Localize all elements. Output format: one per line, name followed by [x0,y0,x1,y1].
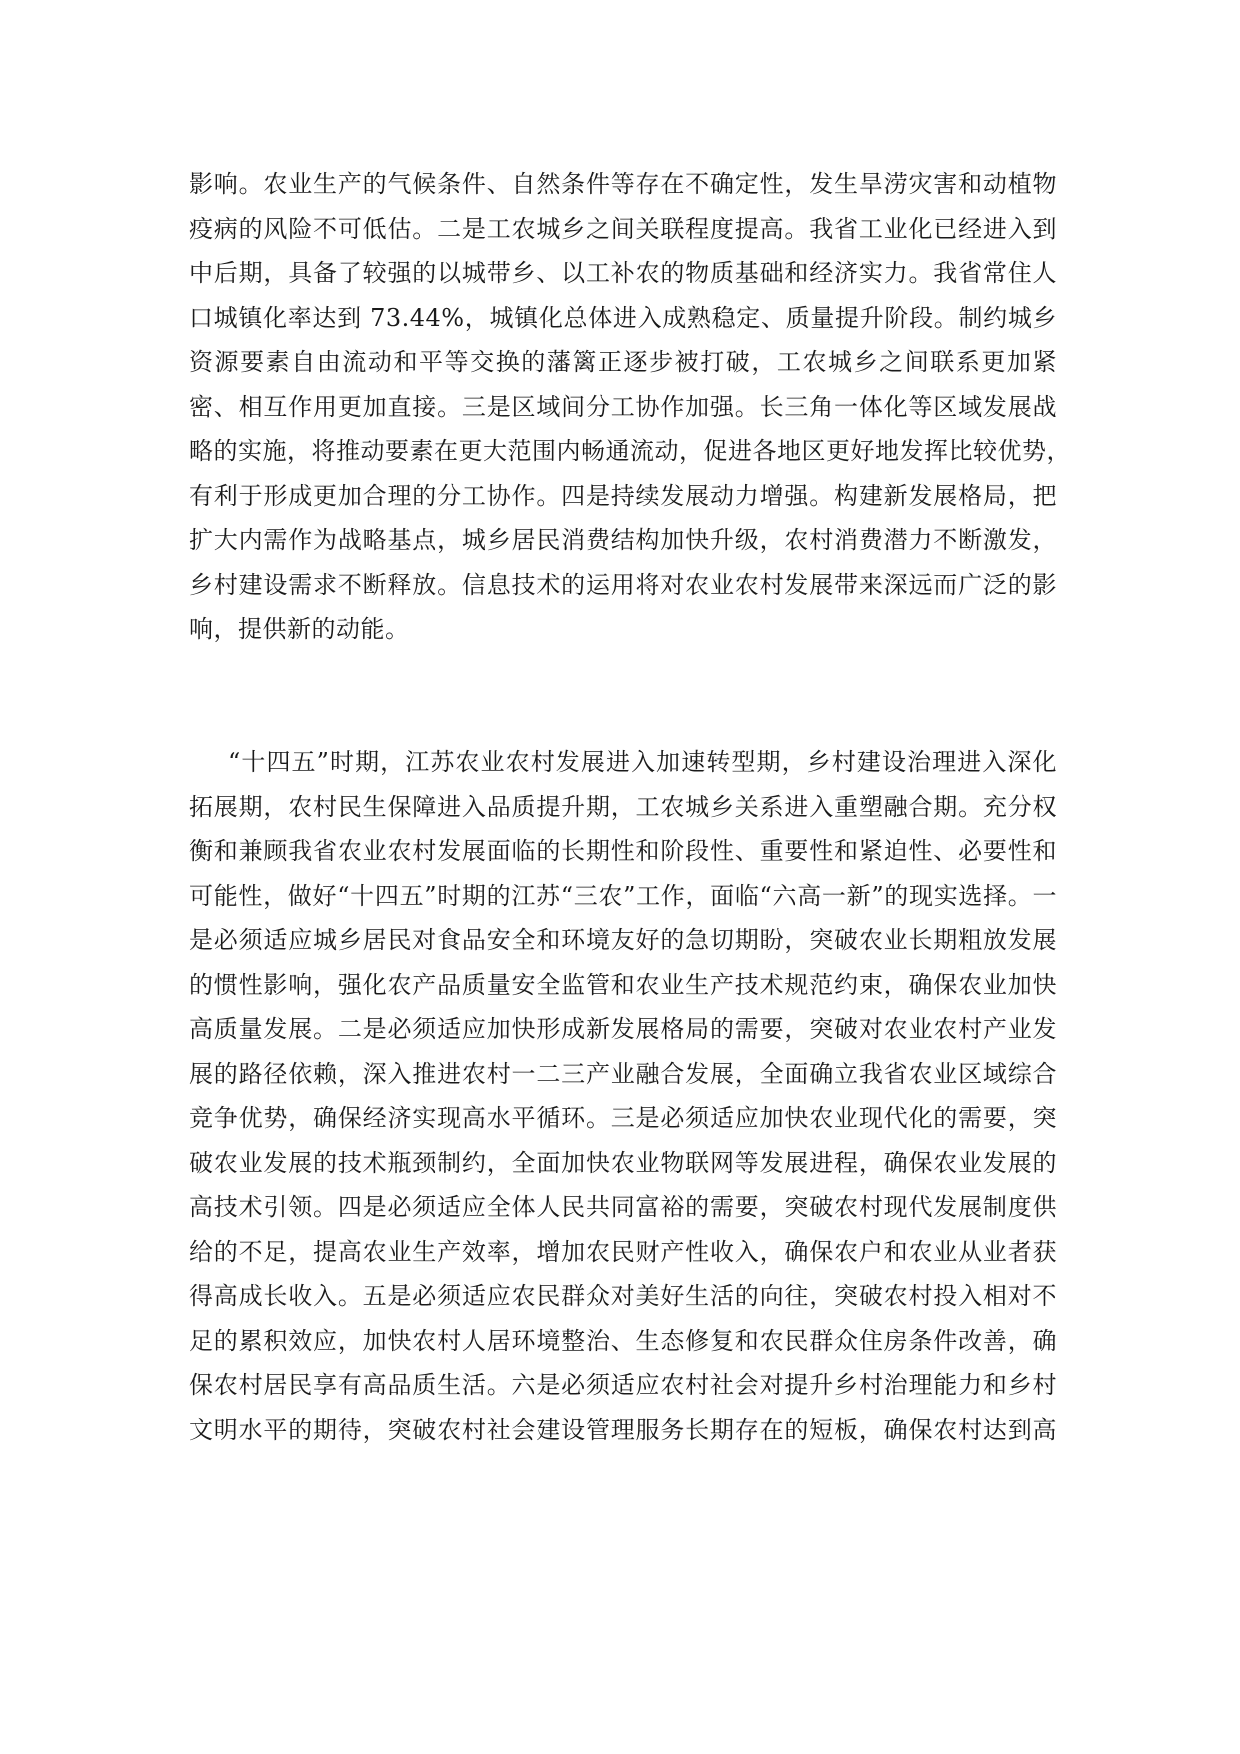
text-line: 口城镇化率达到 73.44%，城镇化总体进入成熟稳定、质量提升阶段。制约城乡 [189,303,1057,332]
text-line: 保农村居民享有高品质生活。六是必须适应农村社会对提升乡村治理能力和乡村 [189,1371,1057,1399]
text-line: 文明水平的期待，突破农村社会建设管理服务长期存在的短板，确保农村达到高 [189,1415,1057,1444]
text-line: 高质量发展。二是必须适应加快形成新发展格局的需要，突破对农业农村产业发 [189,1015,1057,1043]
text-line: 有利于形成更加合理的分工协作。四是持续发展动力增强。构建新发展格局，把 [189,481,1057,510]
text-line: 高技术引领。四是必须适应全体人民共同富裕的需要，突破农村现代发展制度供 [189,1193,1057,1221]
text-line: 疫病的风险不可低估。二是工农城乡之间关联程度提高。我省工业化已经进入到 [189,214,1057,243]
text-line: 拓展期，农村民生保障进入品质提升期，工农城乡关系进入重塑融合期。充分权 [189,792,1057,821]
text-line: 展的路径依赖，深入推进农村一二三产业融合发展，全面确立我省农业区域综合 [189,1059,1057,1088]
text-line: 略的实施，将推动要素在更大范围内畅通流动，促进各地区更好地发挥比较优势， [189,437,1071,465]
text-line: 竞争优势，确保经济实现高水平循环。三是必须适应加快农业现代化的需要，突 [189,1104,1057,1132]
text-line: 中后期，具备了较强的以城带乡、以工补农的物质基础和经济实力。我省常住人 [189,259,1057,287]
text-line: 是必须适应城乡居民对食品安全和环境友好的急切期盼，突破农业长期粗放发展 [189,926,1057,954]
text-line: 破农业发展的技术瓶颈制约，全面加快农业物联网等发展进程，确保农业发展的 [189,1148,1057,1177]
paragraph-1 [189,162,1071,652]
text-line: 响，提供新的动能。 [189,615,410,643]
text-line: 可能性，做好“十四五”时期的江苏“三农”工作，面临“六高一新”的现实选择。一 [189,881,1057,910]
text-line: 给的不足，提高农业生产效率，增加农民财产性收入，确保农户和农业从业者获 [189,1237,1057,1266]
text-line: 影响。农业生产的气候条件、自然条件等存在不确定性，发生旱涝灾害和动植物 [189,170,1057,198]
text-line: 得高成长收入。五是必须适应农民群众对美好生活的向往，突破农村投入相对不 [189,1282,1057,1310]
text-line: 衡和兼顾我省农业农村发展面临的长期性和阶段性、重要性和紧迫性、必要性和 [189,837,1057,865]
text-line: 扩大内需作为战略基点，城乡居民消费结构加快升级，农村消费潜力不断激发， [189,526,1057,554]
paragraph-2 [189,740,1057,1452]
text-line: 足的累积效应，加快农村人居环境整治、生态修复和农民群众住房条件改善，确 [189,1326,1057,1355]
text-line: 乡村建设需求不断释放。信息技术的运用将对农业农村发展带来深远而广泛的影 [189,570,1057,599]
text-line: 的惯性影响，强化农产品质量安全监管和农业生产技术规范约束，确保农业加快 [189,970,1057,999]
text-line: 资源要素自由流动和平等交换的藩篱正逐步被打破，工农城乡之间联系更加紧 [189,348,1057,376]
text-line: “十四五”时期，江苏农业农村发展进入加速转型期，乡村建设治理进入深化 [228,748,1057,776]
text-line: 密、相互作用更加直接。三是区域间分工协作加强。长三角一体化等区域发展战 [189,392,1057,421]
